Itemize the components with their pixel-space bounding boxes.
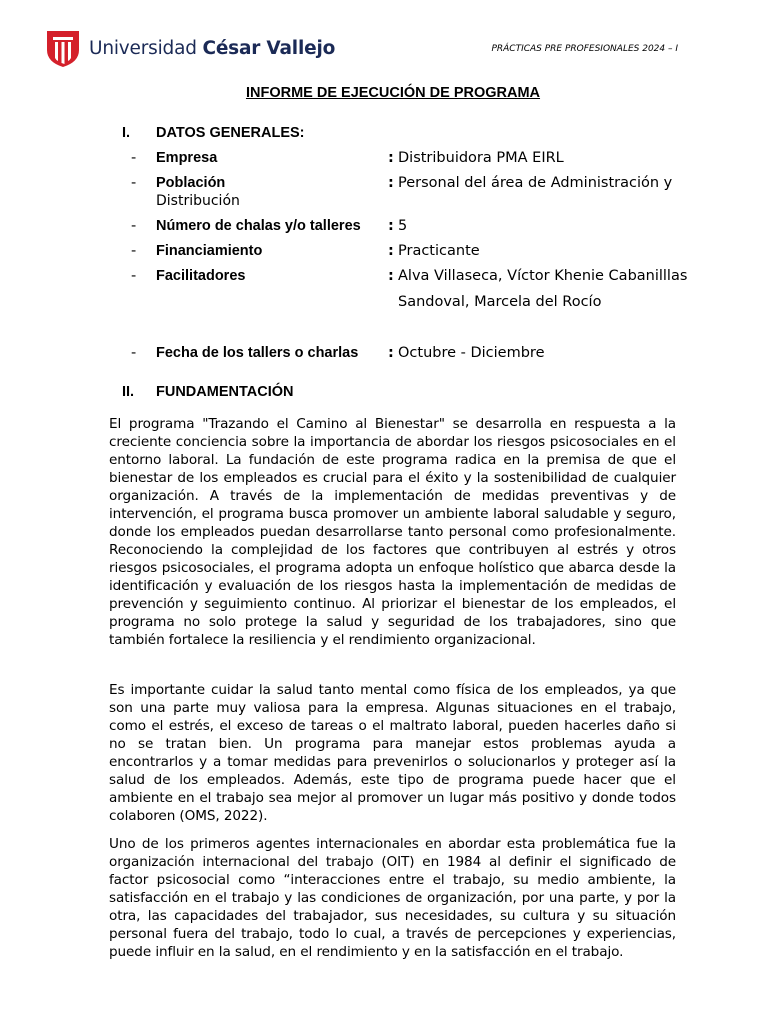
field-label: Facilitadores <box>156 268 246 284</box>
field-colon: : <box>388 218 394 234</box>
field-value: Distribuidora PMA EIRL <box>398 150 564 166</box>
field-value: Personal del área de Administración y <box>398 175 673 191</box>
bullet-dash: - <box>131 345 137 361</box>
section-title: DATOS GENERALES: <box>156 125 305 141</box>
field-colon: : <box>388 243 394 259</box>
field-colon: : <box>388 268 394 284</box>
field-label: Población <box>156 175 226 191</box>
header-practicas-label: PRÁCTICAS PRE PROFESIONALES 2024 – I <box>491 44 678 54</box>
field-row-poblacion <box>131 175 711 215</box>
bullet-dash: - <box>131 175 137 191</box>
field-label: Financiamiento <box>156 243 263 259</box>
section-title: FUNDAMENTACIÓN <box>156 384 294 400</box>
paragraph-1: El programa "Trazando el Camino al Bienestar" se desarrolla en respuesta a la creciente conciencia sobre la importancia de abordar los riesgos psicosociales en el entorno laboral. La fundación de este programa radica en la premisa de que el bienestar de los empleados es crucial para el éxito y la sostenibilidad de cualquier organización. A través de la implementación de medidas preventivas y de intervención, el programa busca promover un ambiente laboral saludable y seguro, donde los empleados puedan desarrollarse tanto personal como profesionalmente. Reconociendo la complejidad de los factores que contribuyen al estrés y otros riesgos psicosociales, el programa adopta un enfoque holístico que abarca desde la identificación y evaluación de los riesgos hasta la implementación de medidas de prevención y seguimiento continuo. Al priorizar el bienestar de los empleados, el programa no solo protege la salud y seguridad de los trabajadores, sino que también fortalece la resiliencia y el rendimiento organizacional. <box>109 416 676 648</box>
field-value: 5 <box>398 218 408 234</box>
field-row-facilitadores <box>131 268 711 343</box>
field-value: Practicante <box>398 243 480 259</box>
field-value: Octubre - Diciembre <box>398 345 545 361</box>
field-colon: : <box>388 175 394 191</box>
bullet-dash: - <box>131 268 137 284</box>
field-row-fecha <box>131 345 711 367</box>
section-number: II. <box>122 384 135 400</box>
document-title: INFORME DE EJECUCIÓN DE PROGRAMA <box>245 85 541 101</box>
field-colon: : <box>388 345 394 361</box>
section-heading-fundamentacion <box>122 384 293 400</box>
field-row-empresa <box>131 150 711 172</box>
university-name: Universidad César Vallejo <box>89 37 336 59</box>
field-colon: : <box>388 150 394 166</box>
field-row-financiamiento <box>131 243 711 265</box>
section-heading-datos-generales <box>122 125 305 141</box>
field-label: Fecha de los tallers o charlas <box>156 345 359 361</box>
bullet-dash: - <box>131 243 137 259</box>
field-row-numero-charlas <box>131 218 711 240</box>
field-label-continued: Distribución <box>156 193 240 209</box>
paragraph-3: Uno de los primeros agentes internacionales en abordar esta problemática fue la organización internacional del trabajo (OIT) en 1984 al definir el significado de factor psicosocial como “interacciones entre el trabajo, su medio ambiente, la satisfacción en el trabajo y las condiciones de organización, por una parte, y por la otra, las capacidades del trabajador, sus necesidades, su cultura y su situación personal fuera del trabajo, todo lo cual, a través de percepciones y experiencias, puede influir en la salud, en el rendimiento y en la satisfacción en el trabajo. <box>109 836 676 960</box>
bullet-dash: - <box>131 150 137 166</box>
field-value: Alva Villaseca, Víctor Khenie Cabanilllas Sandoval, Marcela del Rocío <box>398 268 688 310</box>
field-label: Empresa <box>156 150 218 166</box>
section-number: I. <box>122 125 131 141</box>
field-label: Número de chalas y/o talleres <box>156 218 361 234</box>
bullet-dash: - <box>131 218 137 234</box>
university-logo <box>45 28 335 68</box>
paragraph-2: Es importante cuidar la salud tanto mental como física de los empleados, ya que son una parte muy valiosa para la empresa. Algunas situaciones en el trabajo, como el estrés, el exceso de tareas o el maltrato laboral, pueden hacerles daño si no se tratan bien. Un programa para manejar estos problemas ayuda a encontrarlos y a tomar medidas para prevenirlos o solucionarlos y proteger así la salud de los empleados. Además, este tipo de programa puede hacer que el ambiente en el trabajo sea mejor al promover un lugar más positivo y donde todos colaboren (OMS, 2022). <box>109 682 676 824</box>
ucv-shield-icon <box>45 28 81 68</box>
